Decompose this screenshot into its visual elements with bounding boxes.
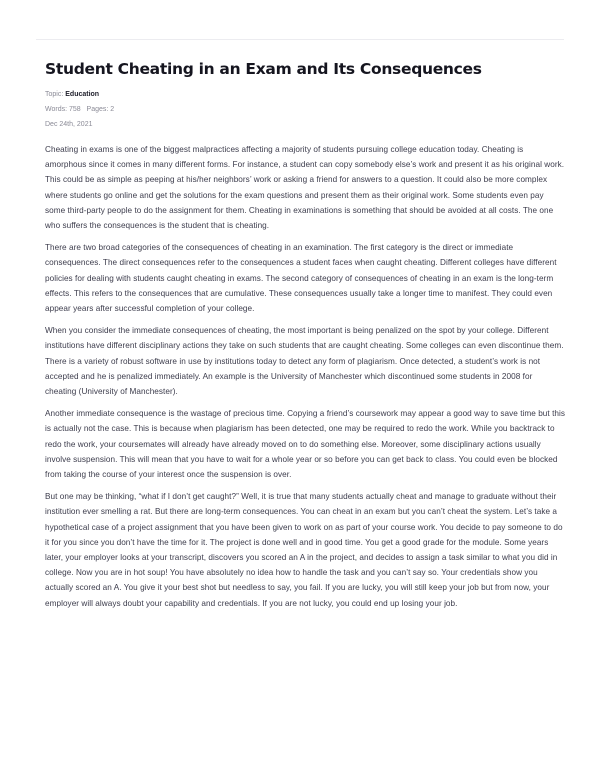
header-divider (36, 39, 564, 40)
topic-label: Topic: (45, 91, 64, 98)
paragraph-5: But one may be thinking, “what if I don’t get caught?” Well, it is true that many students actually cheat and manage to graduate without their institution ever smelling a rat. But there are long-term consequences. You can cheat in an exam but you can’t cheat the system. Let’s take a hypothetical case of a project assignment that you have been given to work on as part of your course work. You decide to pay someone to do it for you since you don’t have the time for it. The project is done well and in good time. You get a good grade for the module. Some years later, your employer looks at your transcript, discovers you scored an A in the project, and decides to assign a task similar to what you did in college. Now you are in hot soup! You have absolutely no idea how to handle the task and you can’t say so. Your credentials show you actually scored an A. You give it your best shot but needless to say, you fail. If you are lucky, you will still keep your job but from now, your employer will always doubt your capability and credentials. If you are not lucky, you could end up losing your job. (45, 492, 563, 608)
length-meta (45, 105, 565, 115)
publish-date: Dec 24th, 2021 (45, 121, 93, 128)
words-count: 758 (69, 106, 81, 113)
essay-article (45, 58, 565, 618)
paragraph-3: When you consider the immediate consequences of cheating, the most important is being penalized on the spot by your college. Different institutions have different disciplinary actions they take on such students that are caught cheating. Some colleges can even discontinue them. There is a variety of robust software in use by institutions today to detect any form of plagiarism. Once detected, a student’s work is not accepted and he is penalized immediately. An example is the University of Manchester which discontinued some students in 2008 for cheating (University of Manchester). (45, 326, 564, 397)
words-label: Words: (45, 106, 68, 113)
paragraph-2: There are two broad categories of the consequences of cheating in an examination. The first category is the direct or immediate consequences. The direct consequences refer to the consequences a student faces when caught cheating. Different colleges have different policies for dealing with students caught cheating in exams. The second category of consequences of cheating in an exam is the long-term effects. This refers to the consequences that are cumulative. These consequences usually take a longer time to manifest. They could even appear years after successful completion of your college. (45, 243, 557, 314)
topic-link[interactable]: Education (65, 91, 100, 98)
paragraph-4: Another immediate consequence is the wastage of precious time. Copying a friend’s coursework may appear a good way to save time but this is actually not the case. This is because when plagiarism has been detected, one may be required to redo the work. While you backtrack to redo the work, your coursemates will already have already moved on to do something else. Moreover, some disciplinary actions usually involve suspension. This will mean that you have to wait for a whole year or so before you can get back to class. You could even be blocked from taking the course of your interest once the suspension is over. (45, 409, 566, 480)
pages-count: 2 (110, 106, 115, 113)
pages-label: Pages: (86, 106, 109, 113)
date-meta (45, 120, 565, 130)
topic-meta (45, 90, 565, 100)
essay-body (45, 142, 565, 611)
paragraph-1: Cheating in exams is one of the biggest malpractices affecting a majority of students pursuing college education today. Cheating is amorphous since it comes in many different forms. For instance, a student can copy somebody else’s work and present it as his original work. This could be as simple as peeping at his/her neighbors’ work or asking a friend for answers to a question. It could also be more complex where students go online and get the solutions for the exam questions and present them as their original work. Some students even pay some third-party people to do the assignment for them. Cheating in examinations is something that should be avoided at all costs. The one who suffers the consequences is the student that is cheating. (45, 145, 565, 231)
essay-title: Student Cheating in an Exam and Its Consequences (45, 60, 482, 78)
